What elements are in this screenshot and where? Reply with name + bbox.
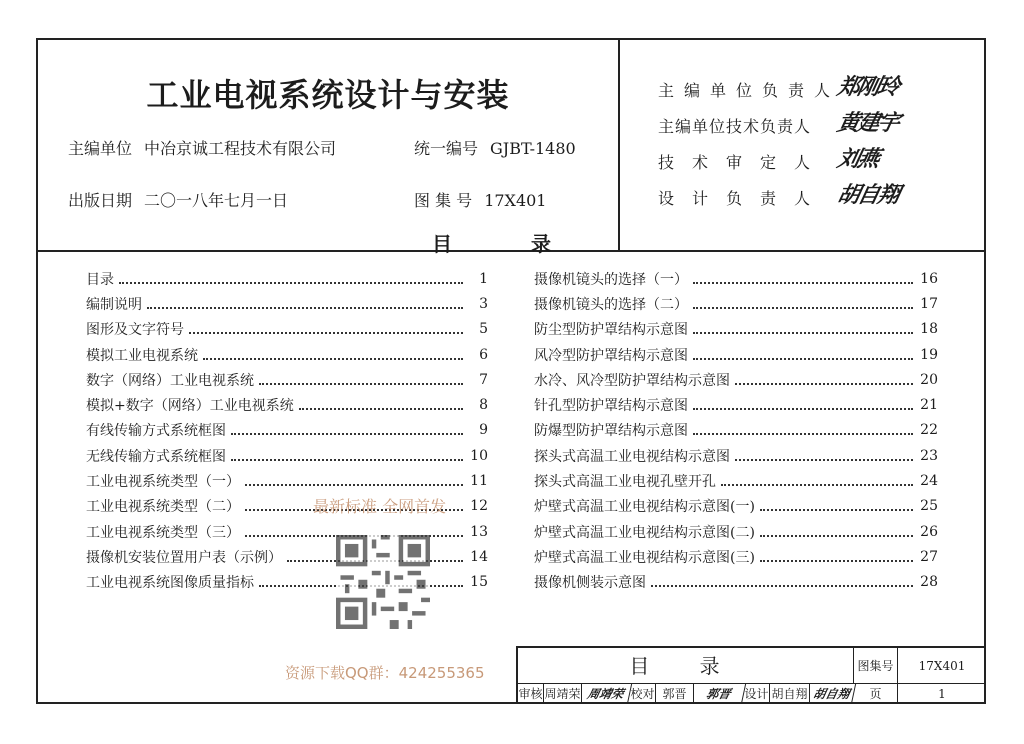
person-role: 设计负责人 (658, 189, 829, 208)
toc-entry-label: 防爆型防护罩结构示意图 (534, 420, 690, 440)
dot-leader (735, 383, 913, 385)
toc-entry-label: 摄像机镜头的选择（一） (534, 269, 690, 289)
dot-leader (693, 408, 913, 410)
toc-entry-page: 7 (479, 371, 488, 388)
unified-no-value: GJBT-1480 (490, 139, 576, 158)
toc-entry-page: 20 (920, 371, 938, 388)
handwritten-signature: 郑刚玲 (834, 74, 901, 100)
toc-entry[interactable] (86, 443, 488, 468)
toc-entry-page: 24 (920, 473, 938, 490)
toc-entry-page: 23 (920, 447, 938, 464)
dot-leader (760, 560, 913, 562)
toc-entry-label: 有线传输方式系统框图 (86, 420, 228, 440)
signature-column (834, 74, 958, 218)
toc-entry[interactable] (86, 317, 488, 342)
review-label: 审核 (518, 684, 544, 704)
dot-leader (693, 433, 913, 435)
toc-entry-label: 目录 (86, 269, 116, 289)
toc-entry-label: 工业电视系统类型（三） (86, 522, 242, 542)
check-label: 校对 (630, 684, 656, 704)
person-role: 主编单位技术负责人 (658, 117, 812, 136)
toc-entry-page: 26 (920, 523, 938, 540)
toc-entry[interactable] (86, 392, 488, 417)
toc-entry-label: 炉壁式高温工业电视结构示意图(一) (534, 496, 757, 516)
cover-header (38, 40, 984, 252)
dot-leader (189, 332, 463, 334)
atlas-no-value: 17X401 (484, 191, 547, 210)
page-number: 1 (898, 684, 986, 704)
title-block-atlas-no: 17X401 (898, 648, 986, 684)
check-signature: 郭晋 (692, 684, 746, 704)
pub-date-row (68, 188, 288, 211)
dot-leader (721, 484, 913, 486)
title-block-title: 目 录 (518, 648, 854, 684)
dot-leader (651, 585, 913, 587)
toc-entry-label: 数字（网络）工业电视系统 (86, 370, 256, 390)
toc-entry-page: 5 (479, 321, 488, 338)
watermark-qq: 资源下载QQ群：424255365 (285, 664, 485, 682)
toc-entry-page: 12 (470, 498, 488, 515)
dot-leader (760, 509, 913, 511)
toc-entry-page: 22 (920, 422, 938, 439)
toc-entry[interactable] (534, 494, 938, 519)
handwritten-signature: 刘燕 (834, 146, 881, 172)
toc-entry-page: 14 (470, 548, 488, 565)
toc-entry-label: 图形及文字符号 (86, 319, 186, 339)
dot-leader (245, 484, 463, 486)
toc-entry-label: 风冷型防护罩结构示意图 (534, 345, 690, 365)
toc-entry-label: 摄像机镜头的选择（二） (534, 294, 690, 314)
toc-entry-page: 19 (920, 346, 938, 363)
toc-entry[interactable] (534, 468, 938, 493)
toc-entry-label: 探头式高温工业电视孔壁开孔 (534, 471, 718, 491)
toc-entry[interactable] (86, 266, 488, 291)
toc-entry-page: 16 (920, 270, 938, 287)
toc-entry-label: 摄像机安装位置用户表（示例） (86, 547, 284, 567)
dot-leader (231, 459, 463, 461)
toc-entry-label: 模拟+数字（网络）工业电视系统 (86, 395, 296, 415)
qr-code-icon (336, 534, 430, 630)
toc-entry-page: 6 (479, 346, 488, 363)
page-label: 页 (854, 684, 898, 704)
toc-entry[interactable] (86, 291, 488, 316)
atlas-title: 工业电视系统设计与安装 (146, 76, 510, 114)
toc-entry-label: 针孔型防护罩结构示意图 (534, 395, 690, 415)
toc-entry[interactable] (534, 392, 938, 417)
toc-entry[interactable] (534, 367, 938, 392)
dot-leader (693, 282, 913, 284)
toc-entry[interactable] (534, 570, 938, 595)
toc-entry-page: 8 (479, 397, 488, 414)
person-role: 技术审定人 (658, 153, 829, 172)
design-signature: 胡自翔 (808, 684, 856, 704)
person-role: 主编单位负责人 (658, 81, 841, 100)
toc-entry-page: 27 (920, 548, 938, 565)
title-block-atlas-label: 图集号 (854, 648, 898, 684)
dot-leader (760, 535, 913, 537)
toc-entry-page: 18 (920, 321, 938, 338)
dot-leader (735, 459, 913, 461)
toc-entry-page: 10 (470, 447, 488, 464)
dot-leader (693, 358, 913, 360)
check-name: 郭晋 (656, 684, 694, 704)
design-label: 设计 (744, 684, 770, 704)
toc-entry[interactable] (86, 418, 488, 443)
toc-entry-label: 摄像机侧装示意图 (534, 572, 648, 592)
toc-entry-label: 无线传输方式系统框图 (86, 446, 228, 466)
toc-heading: 目 录 (432, 232, 587, 256)
unified-no-row (414, 136, 576, 159)
toc-entry-page: 11 (470, 473, 488, 490)
atlas-no-row (414, 188, 546, 211)
toc-entry-page: 21 (920, 397, 938, 414)
dot-leader (203, 358, 463, 360)
header-info-panel (38, 40, 620, 250)
dot-leader (259, 383, 463, 385)
toc-entry[interactable] (86, 468, 488, 493)
editor-unit-row (68, 136, 336, 159)
toc-entry[interactable] (534, 443, 938, 468)
toc-entry-label: 防尘型防护罩结构示意图 (534, 319, 690, 339)
toc-right-column (534, 266, 938, 595)
toc-entry-label: 探头式高温工业电视结构示意图 (534, 446, 732, 466)
toc-entry[interactable] (86, 342, 488, 367)
toc-entry-label: 炉壁式高温工业电视结构示意图(三) (534, 547, 757, 567)
toc-entry[interactable] (534, 342, 938, 367)
handwritten-signature: 胡自翔 (834, 182, 901, 208)
toc-entry-label: 水冷、风冷型防护罩结构示意图 (534, 370, 732, 390)
toc-entry-label: 工业电视系统类型（二） (86, 496, 242, 516)
dot-leader (299, 408, 463, 410)
dot-leader (119, 282, 463, 284)
toc-entry-page: 9 (479, 422, 488, 439)
dot-leader (693, 307, 913, 309)
title-block (516, 646, 986, 704)
unified-no-label: 统一编号 (414, 139, 479, 158)
review-signature: 周靖荣 (580, 684, 632, 704)
toc-entry-label: 工业电视系统图像质量指标 (86, 572, 256, 592)
toc-entry[interactable] (534, 519, 938, 544)
toc-entry-label: 模拟工业电视系统 (86, 345, 200, 365)
watermark-text: 最新标准 全网首发 (313, 497, 447, 516)
handwritten-signature: 黄建宇 (834, 110, 901, 136)
toc-entry-page: 3 (479, 295, 488, 312)
toc-entry-page: 25 (920, 498, 938, 515)
toc-entry-label: 工业电视系统类型（一） (86, 471, 242, 491)
toc-entry[interactable] (534, 317, 938, 342)
toc-entry[interactable] (534, 266, 938, 291)
toc-entry-page: 17 (920, 295, 938, 312)
toc-entry-page: 1 (479, 270, 488, 287)
review-name: 周靖荣 (544, 684, 582, 704)
design-name: 胡自翔 (770, 684, 810, 704)
toc-entry-label: 编制说明 (86, 294, 144, 314)
toc-entry[interactable] (534, 418, 938, 443)
toc-entry[interactable] (534, 544, 938, 569)
toc-entry[interactable] (534, 291, 938, 316)
toc-entry-page: 13 (470, 523, 488, 540)
toc-entry-label: 炉壁式高温工业电视结构示意图(二) (534, 522, 757, 542)
dot-leader (231, 433, 463, 435)
editor-unit-value: 中冶京诚工程技术有限公司 (144, 139, 337, 158)
toc-entry-page: 28 (920, 574, 938, 591)
toc-entry[interactable] (86, 367, 488, 392)
editor-unit-label: 主编单位 (68, 139, 133, 158)
pub-date-value: 二〇一八年七月一日 (144, 191, 289, 210)
toc-entry-page: 15 (470, 574, 488, 591)
dot-leader (693, 332, 913, 334)
dot-leader (147, 307, 463, 309)
atlas-no-label: 图 集 号 (414, 191, 473, 210)
pub-date-label: 出版日期 (68, 191, 133, 210)
